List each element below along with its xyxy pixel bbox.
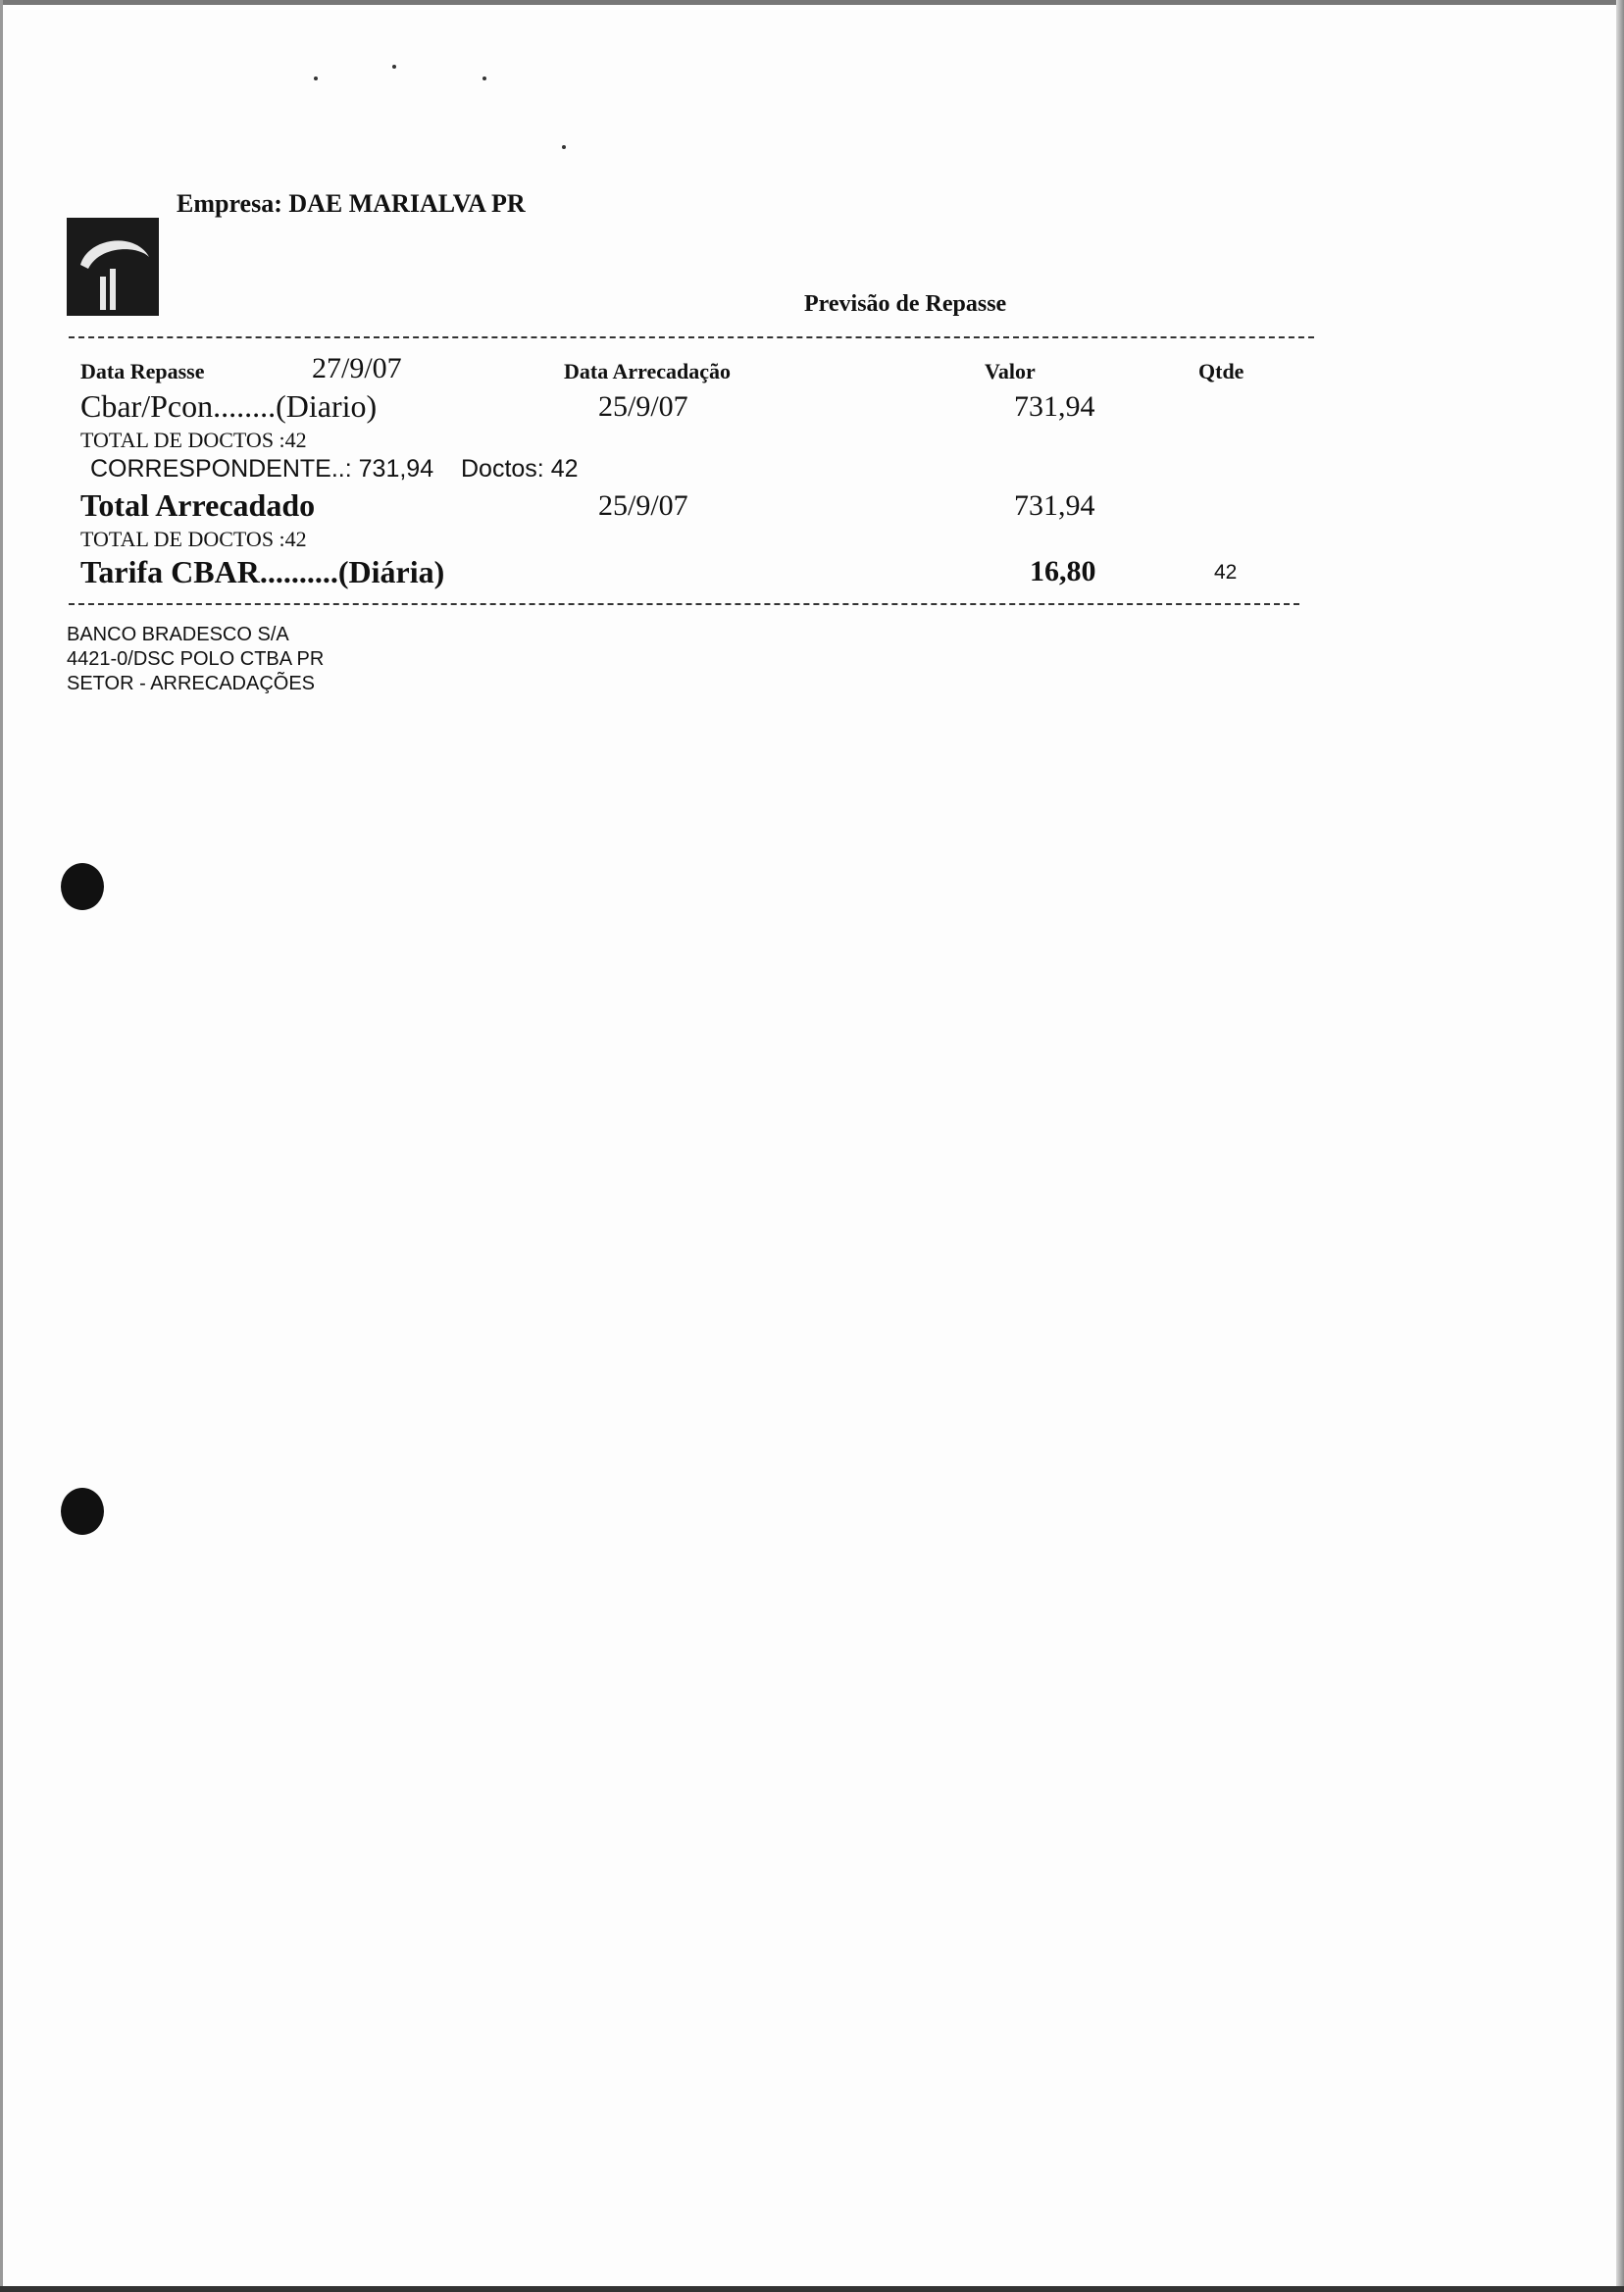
tarifa-value: 16,80	[1030, 555, 1096, 587]
valor-label: Valor	[985, 359, 1036, 383]
cbar-total-docs: TOTAL DE DOCTOS :42	[80, 428, 307, 452]
total-arrecadado-value: 731,94	[1014, 489, 1095, 522]
tarifa-qtde: 42	[1214, 561, 1238, 584]
logo-graphic	[67, 218, 159, 316]
total-arrecadado-label: Total Arrecadado	[80, 487, 316, 523]
bradesco-logo-icon	[67, 218, 159, 316]
cbar-date: 25/9/07	[598, 390, 688, 423]
scan-edge-top	[0, 0, 1624, 5]
data-repasse-value: 27/9/07	[312, 352, 402, 384]
divider-top	[69, 336, 1314, 338]
correspondente-label: CORRESPONDENTE..: 731,94	[90, 455, 434, 483]
scan-speck	[392, 65, 396, 69]
total-docs: TOTAL DE DOCTOS :42	[80, 527, 307, 551]
punch-hole-lower	[61, 1488, 104, 1535]
footer-sector: SETOR - ARRECADAÇÕES	[67, 673, 316, 694]
correspondente-docs: Doctos: 42	[461, 455, 579, 483]
punch-hole-upper	[61, 863, 104, 910]
footer-bank: BANCO BRADESCO S/A	[67, 624, 289, 645]
tarifa-label: Tarifa CBAR..........(Diária)	[80, 554, 445, 589]
footer-branch: 4421-0/DSC POLO CTBA PR	[67, 648, 325, 670]
scan-speck	[482, 76, 486, 80]
scan-edge-left	[0, 0, 3, 2292]
data-arrecadacao-label: Data Arrecadação	[564, 359, 732, 383]
cbar-label: Cbar/Pcon........(Diario)	[80, 388, 378, 424]
total-arrecadado-date: 25/9/07	[598, 489, 688, 522]
data-repasse-label: Data Repasse	[80, 359, 205, 383]
scan-edge-bottom	[0, 2286, 1624, 2292]
scan-speck	[562, 145, 566, 149]
divider-bottom	[69, 603, 1299, 605]
cbar-value: 731,94	[1014, 390, 1095, 423]
company-name: Empresa: DAE MARIALVA PR	[177, 189, 526, 218]
report-title: Previsão de Repasse	[804, 291, 1007, 317]
qtde-label: Qtde	[1198, 359, 1244, 383]
scan-speck	[314, 76, 318, 80]
scan-edge-right	[1616, 0, 1624, 2292]
